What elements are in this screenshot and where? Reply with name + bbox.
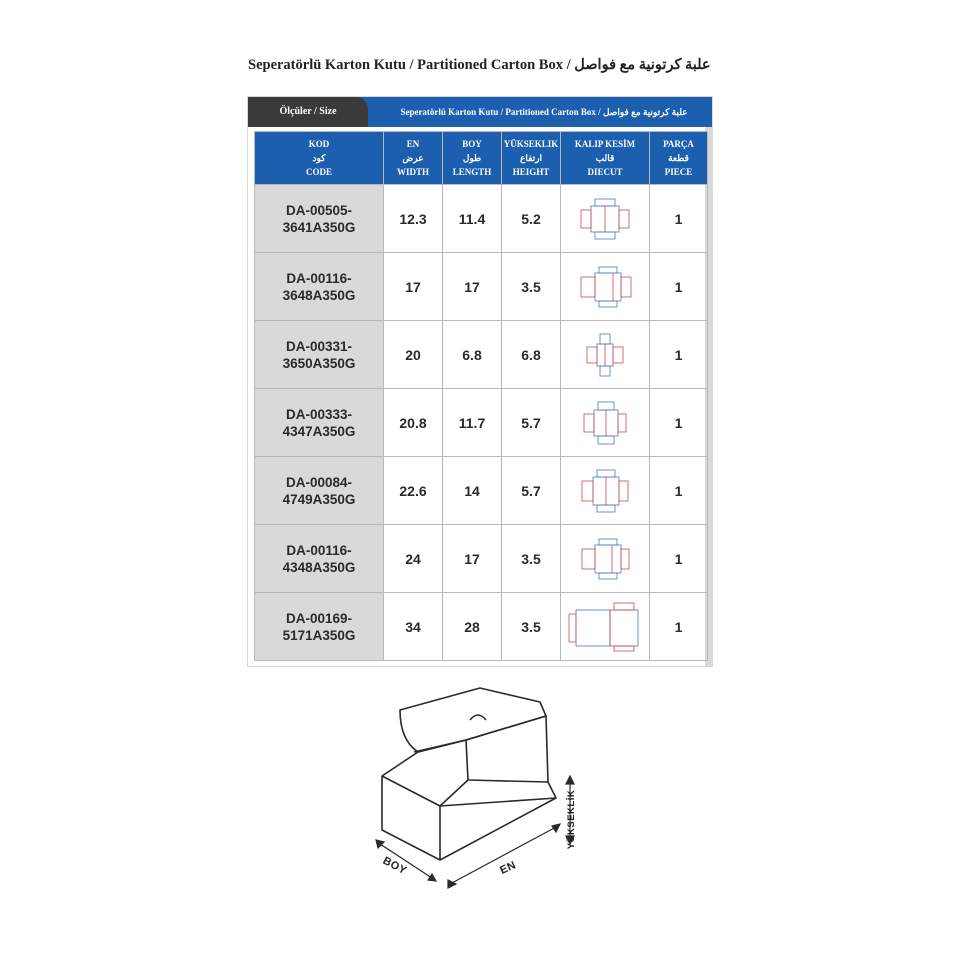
piece-cell: 1: [650, 185, 708, 253]
diecut-cell: [561, 185, 650, 253]
code-line: DA-00116-: [286, 542, 352, 558]
code-line: DA-00084-: [285, 474, 353, 490]
code-cell: [255, 593, 384, 661]
width-cell: 20.8: [384, 389, 443, 457]
code-line: DA-00169-: [285, 610, 353, 626]
table-row: [255, 525, 708, 593]
en-label: EN: [498, 859, 519, 877]
diecut-cell: [561, 321, 650, 389]
table-row: [255, 457, 708, 525]
code-cell: [255, 253, 384, 321]
size-tab: Ölçüler / Size: [248, 97, 368, 127]
size-table: [254, 131, 708, 661]
code-line: 3641A350G: [282, 219, 356, 235]
header-ar: عرض: [402, 153, 424, 163]
length-cell: 17: [443, 253, 502, 321]
sheet-banner: [248, 97, 712, 127]
height-cell: 3.5: [502, 253, 561, 321]
column-header-piece: [650, 132, 708, 185]
boy-label: BOY: [380, 854, 409, 878]
table-row: [255, 389, 708, 457]
code-line: 4749A350G: [282, 491, 356, 507]
header-ar: طول: [462, 153, 482, 163]
column-header-width: [384, 132, 443, 185]
width-cell: 17: [384, 253, 443, 321]
column-header-length: [443, 132, 502, 185]
header-ar: ارتفاع: [519, 153, 543, 163]
page-title: Seperatörlü Karton Kutu / Partitioned Carton Box / علبة كرتونية مع فواصل: [248, 57, 711, 73]
code-line: DA-00331-: [285, 338, 353, 354]
code-cell: [255, 185, 384, 253]
diecut-cell: [561, 593, 650, 661]
header-tr: KOD: [308, 139, 330, 149]
width-cell: 12.3: [384, 185, 443, 253]
piece-cell: 1: [650, 525, 708, 593]
diecut-cell: [561, 253, 650, 321]
height-cell: 5.2: [502, 185, 561, 253]
height-cell: 3.5: [502, 593, 561, 661]
length-cell: 28: [443, 593, 502, 661]
width-cell: 34: [384, 593, 443, 661]
header-tr: KALIP KESİM: [574, 139, 636, 149]
dieline-icon: [577, 468, 633, 514]
header-en: CODE: [305, 167, 332, 177]
header-en: HEIGHT: [512, 167, 550, 177]
table-header-row: [255, 132, 708, 185]
height-cell: 3.5: [502, 525, 561, 593]
code-line: 3648A350G: [282, 287, 356, 303]
height-cell: 5.7: [502, 389, 561, 457]
piece-cell: 1: [650, 253, 708, 321]
diecut-cell: [561, 457, 650, 525]
length-cell: 11.4: [443, 185, 502, 253]
width-cell: 24: [384, 525, 443, 593]
length-cell: 17: [443, 525, 502, 593]
banner-product-label: Seperatörlü Karton Kutu / Partitioned Carton Box / علبة كرتونية مع فواصل: [400, 107, 688, 117]
piece-cell: 1: [650, 321, 708, 389]
code-line: DA-00505-: [285, 202, 353, 218]
width-cell: 20: [384, 321, 443, 389]
header-en: DIECUT: [587, 167, 623, 177]
header-tr: YÜKSEKLIK: [503, 139, 559, 149]
header-ar: كود: [312, 153, 326, 163]
code-cell: [255, 321, 384, 389]
diecut-cell: [561, 389, 650, 457]
code-line: 5171A350G: [282, 627, 356, 643]
table-row: [255, 321, 708, 389]
piece-cell: 1: [650, 389, 708, 457]
box-illustration: [370, 680, 610, 890]
header-tr: PARÇA: [663, 139, 694, 149]
dieline-icon: [579, 400, 631, 446]
open-mailer-box-icon: [370, 680, 610, 890]
header-tr: EN: [406, 139, 420, 149]
header-en: LENGTH: [452, 167, 492, 177]
length-cell: 6.8: [443, 321, 502, 389]
code-cell: [255, 389, 384, 457]
length-cell: 11.7: [443, 389, 502, 457]
width-cell: 22.6: [384, 457, 443, 525]
header-ar: قالب: [595, 153, 615, 163]
table-row: [255, 593, 708, 661]
code-line: DA-00116-: [286, 270, 352, 286]
header-tr: BOY: [462, 139, 482, 149]
header-ar: قطعة: [668, 153, 689, 163]
header-en: WIDTH: [396, 167, 429, 177]
code-line: DA-00333-: [285, 406, 353, 422]
code-cell: [255, 457, 384, 525]
dieline-icon: [575, 265, 635, 309]
dieline-icon: [566, 601, 644, 653]
height-cell: 5.7: [502, 457, 561, 525]
code-line: 4348A350G: [282, 559, 356, 575]
code-line: 3650A350G: [282, 355, 356, 371]
table-row: [255, 185, 708, 253]
table-row: [255, 253, 708, 321]
piece-cell: 1: [650, 593, 708, 661]
height-cell: 6.8: [502, 321, 561, 389]
height-label: YÜKSEKLİK: [566, 789, 578, 850]
header-en: PIECE: [664, 167, 693, 177]
dieline-icon: [576, 537, 634, 581]
column-header-code: [255, 132, 384, 185]
code-cell: [255, 525, 384, 593]
column-header-height: [502, 132, 561, 185]
code-line: 4347A350G: [282, 423, 356, 439]
length-cell: 14: [443, 457, 502, 525]
diecut-cell: [561, 525, 650, 593]
dieline-icon: [577, 197, 633, 241]
dieline-icon: [581, 332, 629, 378]
spec-sheet: [247, 96, 713, 667]
piece-cell: 1: [650, 457, 708, 525]
column-header-diecut: [561, 132, 650, 185]
